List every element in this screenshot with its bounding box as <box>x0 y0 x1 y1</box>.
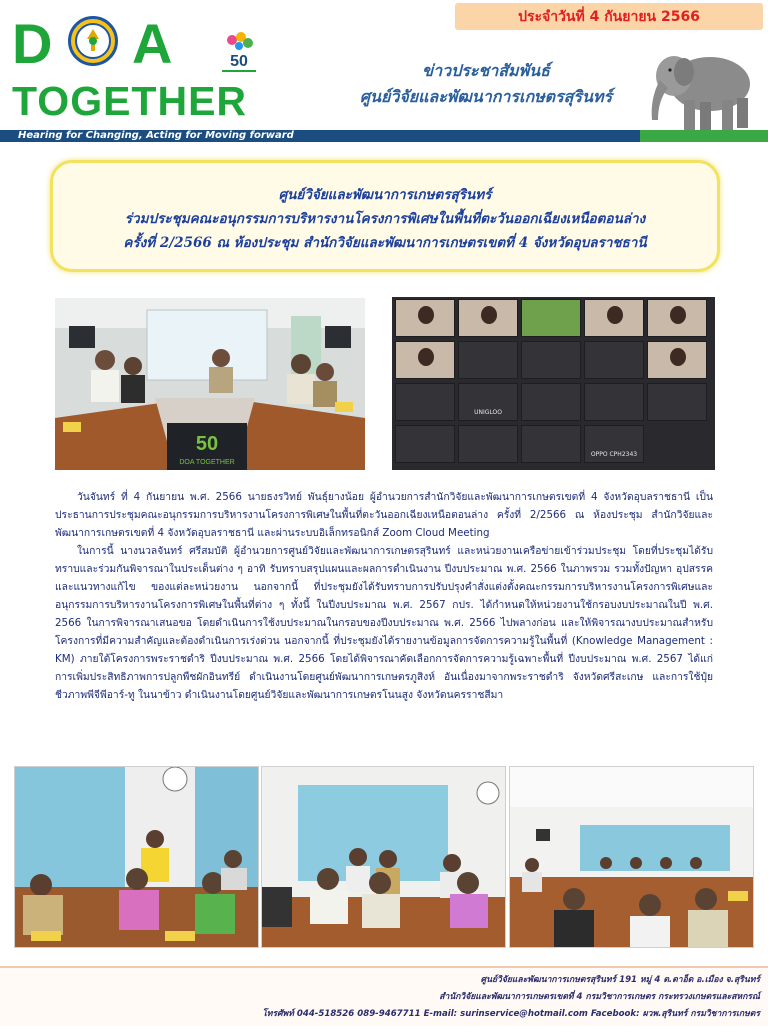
headline-line2: ร่วมประชุมคณะอนุกรรมการบริหารงานโครงการพิเศษในพื้นที่ตะวันออกเฉียงเหนือตอนล่าง <box>124 211 646 227</box>
zoom-participant-tile <box>521 299 581 337</box>
zoom-participant-tile <box>521 341 581 379</box>
zoom-participant-tile <box>521 425 581 463</box>
slogan-text: Hearing for Changing, Acting for Moving forward <box>18 130 294 141</box>
logo-letter-d: D <box>12 12 53 75</box>
photo-zoom-meeting <box>392 297 715 470</box>
logo-together: TOGETHER <box>12 78 248 124</box>
logo-letter-a: A <box>132 12 173 75</box>
screen-anniversary-number: 50 <box>195 433 219 455</box>
anniversary-number: 50 <box>230 53 248 70</box>
article-paragraph-2: ในการนี้ นางนวลจันทร์ ศรีสมบัติ ผู้อำนวยการศูนย์วิจัยและพัฒนาการเกษตรสุรินทร์ และหน่วยงานเครือข่ายเข้าร่วมประชุม โดยที่ประชุมได้รับทราบและร่วมกันพิจารณาในประเด็นต่าง ๆ อาทิ รับทราบสรุปแผนและผลการดำเนินงาน ปีงบประมาณ พ.ศ. 2566 ในภาพรวม รวมทั้งปัญหา อุปสรรค และแนวทางแก้ไข ของแต่ละหน่วยงาน นอกจากนี้ ที่ประชุมยังได้รับทราบการปรับปรุงคำสั่งแต่งตั้งคณะกรรมการบริหารงานโครงการพิเศษและอนุกรรมการบริหารงานโครงการพิเศษในพื้นที่ต่าง ๆ ทั้งนี้ ในปีงบประมาณ พ.ศ. 2567 กปร. ได้กำหนดให้หน่วยงานใช้กรอบงบประมาณในปี พ.ศ. 2566 ในการพิจารณาเสนอขอ โดยดำเนินการใช้งบประมาณในกรอบของปีงบประมาณ พ.ศ. 2566 ไปพลางก่อน และให้พิจารณางบประมาณสำหรับโครงการที่มีความสำคัญและต้องดำเนินการเร่งด่วน นอกจากนี้ ที่ประชุมยังได้รายงานข้อมูลการจัดการความรู้ในพื้นที่ (Knowledge Management : KM) ภายใต้โครงการพระราชดำริ ปีงบประมาณ พ.ศ. 2566 โดยได้พิจารณาคัดเลือกการจัดการความรู้เฉพาะพื้นที่ ปีงบประมาณ พ.ศ. 2567 ได้แก่ การเพิ่มประสิทธิภาพการปลูกพืชผักอินทรีย์ ดำเนินงานโดยศูนย์พัฒนาการเกษตรภูสิงห์ อันเนื่องมาจากพระราชดำริ จังหวัดศรีสะเกษ และการใช้ปุ๋ยชีวภาพพีจีพีอาร์-ทู ในนาข้าว ดำเนินงานโดยศูนย์วิจัยและพัฒนาการเกษตรโนนสูง จังหวัดนครราชสีมา <box>55 545 713 701</box>
footer <box>0 966 768 1026</box>
zoom-participant-tile <box>395 425 455 463</box>
footer-contact: โทรศัพท์ 044-518526 089-9467711 E-mail: surinservice@hotmail.com Facebook: ผวพ.สุรินทร์ กรมวิชาการเกษตร <box>262 1009 760 1019</box>
screen-label: DOA TOGETHER <box>179 459 235 466</box>
participant-face-icon <box>670 348 686 366</box>
participant-face-icon <box>481 306 497 324</box>
participant-face-icon <box>418 306 434 324</box>
news-title-line2: ศูนย์วิจัยและพัฒนาการเกษตรสุรินทร์ <box>359 87 613 106</box>
zoom-participant-tile <box>395 341 455 379</box>
doa-seal-icon <box>68 16 118 66</box>
news-title-line1: ข่าวประชาสัมพันธ์ <box>422 61 550 80</box>
participant-face-icon <box>670 306 686 324</box>
participant-face-icon <box>418 348 434 366</box>
photo-meeting-room <box>55 298 365 470</box>
zoom-participant-tile <box>395 383 455 421</box>
zoom-participant-tile <box>584 383 644 421</box>
zoom-participant-tile <box>647 299 707 337</box>
article-paragraph-1: วันจันทร์ ที่ 4 กันยายน พ.ศ. 2566 นายธงรวิทย์ พันธุ์ยางน้อย ผู้อำนวยการสำนักวิจัยและพัฒนาการเกษตรเขตที่ 4 จังหวัดอุบลราชธานี เป็นประธานการประชุมคณะอนุกรรมการบริหารงานโครงการพิเศษในพื้นที่ตะวันออกเฉียงเหนือตอนล่าง ครั้งที่ 2/2566 ณ ห้องประชุม สำนักวิจัยและพัฒนาการเกษตรเขตที่ 4 จังหวัดอุบลราชธานี และผ่านระบบอิเล็กทรอนิกส์ Zoom Cloud Meeting <box>55 491 713 539</box>
zoom-tile-name: UNIGLOO <box>474 409 502 416</box>
article-body <box>55 488 713 704</box>
headline-line3: ครั้งที่ 2/2566 ณ ห้องประชุม สำนักวิจัยและพัฒนาการเกษตรเขตที่ 4 จังหวัดอุบลราชธานี <box>123 235 647 251</box>
zoom-participant-tile <box>584 425 644 463</box>
zoom-participant-tile <box>458 341 518 379</box>
photo-participants-1 <box>14 766 259 948</box>
slogan-bar-accent <box>640 130 768 142</box>
news-title <box>356 58 616 110</box>
photo-participants-3 <box>509 766 754 948</box>
zoom-participant-tile <box>647 341 707 379</box>
date-banner: ประจำวันที่ 4 กันยายน 2566 <box>455 3 763 30</box>
headline-box <box>50 160 720 272</box>
photo-participants-2 <box>261 766 506 948</box>
participant-face-icon <box>607 306 623 324</box>
zoom-participant-tile <box>395 299 455 337</box>
anniversary-50-logo-icon <box>214 28 264 78</box>
zoom-participant-tile <box>521 383 581 421</box>
zoom-participant-tile <box>458 383 518 421</box>
zoom-participant-tile <box>647 383 707 421</box>
footer-address: ศูนย์วิจัยและพัฒนาการเกษตรสุรินทร์ 191 หมู่ 4 ต.ตาอ็ด อ.เมือง จ.สุรินทร์ <box>480 975 760 985</box>
zoom-participant-tile <box>458 425 518 463</box>
zoom-participant-tile <box>584 341 644 379</box>
elephant-icon <box>638 36 762 136</box>
zoom-tile-name: OPPO CPH2343 <box>590 451 638 458</box>
zoom-participant-tile <box>584 299 644 337</box>
zoom-participant-tile <box>458 299 518 337</box>
headline-line1: ศูนย์วิจัยและพัฒนาการเกษตรสุรินทร์ <box>278 187 492 203</box>
footer-organization: สำนักวิจัยและพัฒนาการเกษตรเขตที่ 4 กรมวิชาการเกษตร กระทรวงเกษตรและสหกรณ์ <box>439 992 760 1002</box>
